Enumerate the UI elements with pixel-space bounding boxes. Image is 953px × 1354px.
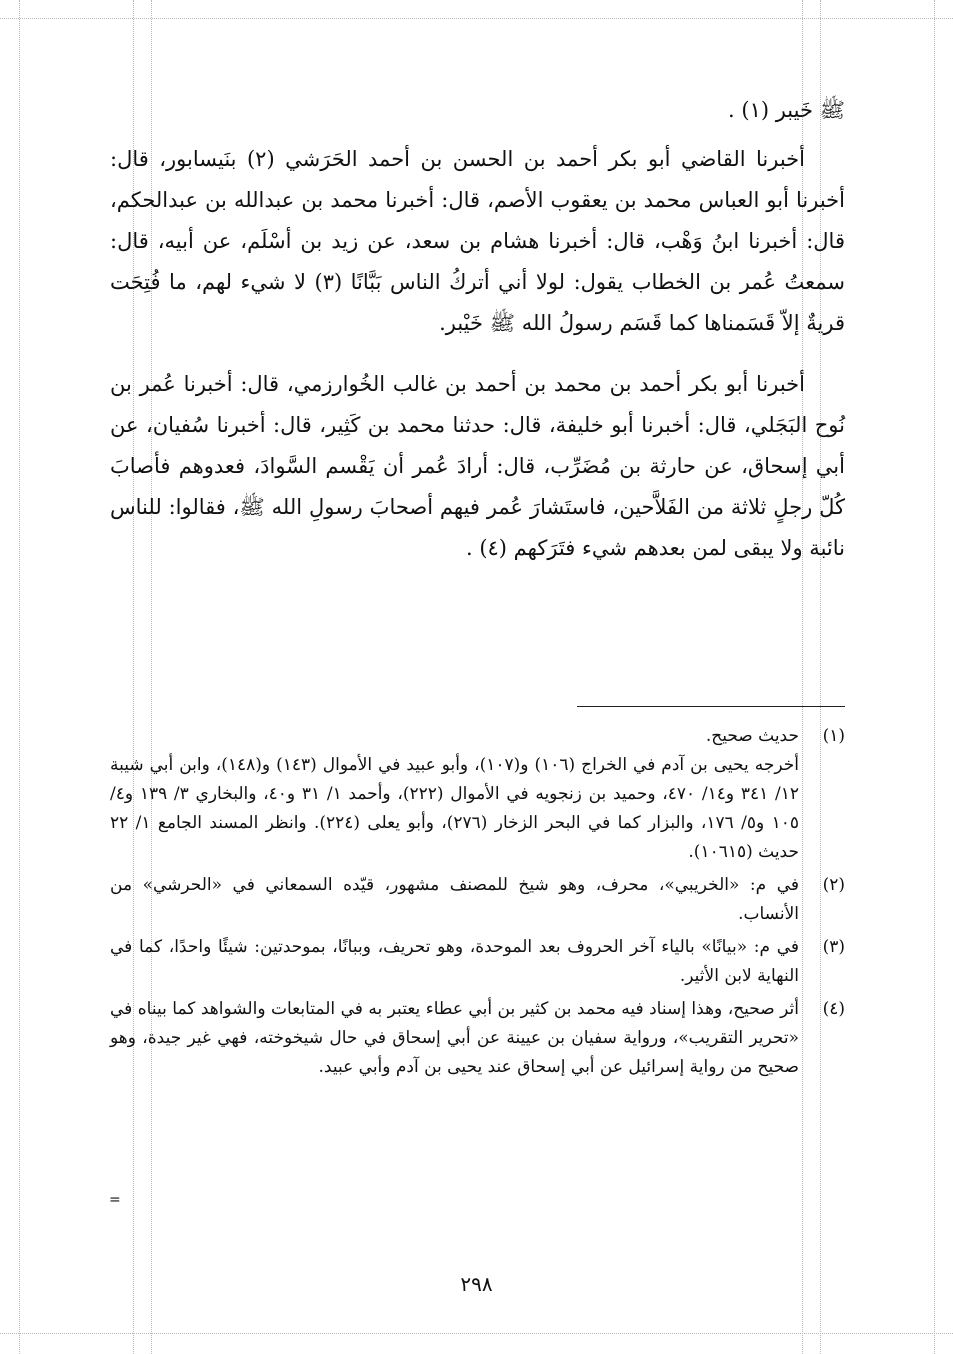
- footnote-text: أخرجه يحيى بن آدم في الخراج (١٠٦) و(١٠٧)، وأبو عبيد في الأموال (١٤٣) و(١٤٨)، وابن أبي شيبة ١٢/ ٣٤١ و١٤/ ٤٧٠، وحميد بن زنجويه في الأموال (٢٢٢)، وأحمد ١/ ٣١ و٤٠، والبخاري ٣/ ١٣٩ و٤/ ١٠٥ و٥/ ١٧٦، والبزار كما في البحر الزخار (٢٧٦)، وأبو يعلى (٢٢٤). وانظر المسند الجامع ١/ ٢٢ حديث (١٠٦١٥).: [110, 755, 799, 862]
- scan-guide-line: [0, 18, 953, 19]
- footnote-3: [110, 933, 845, 991]
- scan-guide-line: [0, 1333, 953, 1334]
- main-text: [110, 95, 845, 569]
- footnote-text: أثر صحيح، وهذا إسناد فيه محمد بن كثير بن أبي عطاء يعتبر به في المتابعات والشواهد كما بيناه في «تحرير التقريب»، ورواية سفيان بن عيينة عن أبي إسحاق في حال شيخوخته، فهي غير جيدة، وهو صحيح من رواية إسرائيل عن أبي إسحاق عند يحيى بن آدم وأبي عبيد.: [110, 999, 799, 1077]
- footnote-text: حديث صحيح.: [705, 726, 799, 746]
- continuation-line: ﷺ خَيبر (١) .: [728, 98, 845, 122]
- footnote-separator: [577, 706, 845, 707]
- footnote-4: [110, 995, 845, 1082]
- scan-guide-line: [934, 0, 935, 1354]
- footnote-2: [110, 871, 845, 929]
- footnotes: [110, 722, 845, 1086]
- footnote-text: في م: «بيانًا» بالياء آخر الحروف بعد الموحدة، وهو تحريف، وببانًا، بموحدتين: شيئًا واحدًا، كما في النهاية لابن الأثير.: [110, 937, 799, 986]
- scan-guide-line: [19, 0, 20, 1354]
- continuation-mark: =: [109, 1192, 121, 1208]
- footnote-number: (٢): [822, 875, 845, 895]
- footnote-number: (٤): [822, 999, 845, 1019]
- paragraph-1: أخبرنا القاضي أبو بكر أحمد بن الحسن بن أحمد الحَرَشي (٢) بنَيسابور، قال: أخبرنا أبو العباس محمد بن يعقوب الأصم، قال: أخبرنا محمد بن عبدالله بن عبدالحكم، قال: أخبرنا ابنُ وَهْب، قال: أخبرنا هشام بن سعد، عن زيد بن أسْلَم، عن أبيه، قال: سمعتُ عُمر بن الخطاب يقول: لولا أني أتركُ الناس بَبَّانًا (٣) لا شيء لهم، ما فُتِحَت قريةٌ إلاّ قَسَمناها كما قَسَم رسولُ الله ﷺ خَيْبر.: [110, 147, 845, 335]
- footnote-1: [110, 722, 845, 867]
- footnote-number: (١): [822, 726, 845, 746]
- paragraph-2: أخبرنا أبو بكر أحمد بن محمد بن أحمد بن غالب الخُوارزمي، قال: أخبرنا عُمر بن نُوح البَجَلي، قال: أخبرنا أبو خليفة، قال: حدثنا محمد بن كَثِير، قال: أخبرنا سُفيان، عن أبي إسحاق، عن حارثة بن مُضَرِّب، قال: أرادَ عُمر أن يَقْسم السَّوادَ، فعدوهم فأصابَ كُلّ رجلٍ ثلاثة من الفَلاَّحين، فاستَشارَ عُمر فيهم أصحابَ رسولِ الله ﷺ، فقالوا: للناس نائبة ولا يبقى لمن بعدهم شيء فتَرَكهم (٤) .: [110, 372, 845, 560]
- footnote-text: في م: «الخريبي»، محرف، وهو شيخ للمصنف مشهور، قيّده السمعاني في «الحرشي» من الأنساب.: [110, 875, 799, 924]
- page-number: ٢٩٨: [460, 1272, 493, 1296]
- footnote-number: (٣): [822, 937, 845, 957]
